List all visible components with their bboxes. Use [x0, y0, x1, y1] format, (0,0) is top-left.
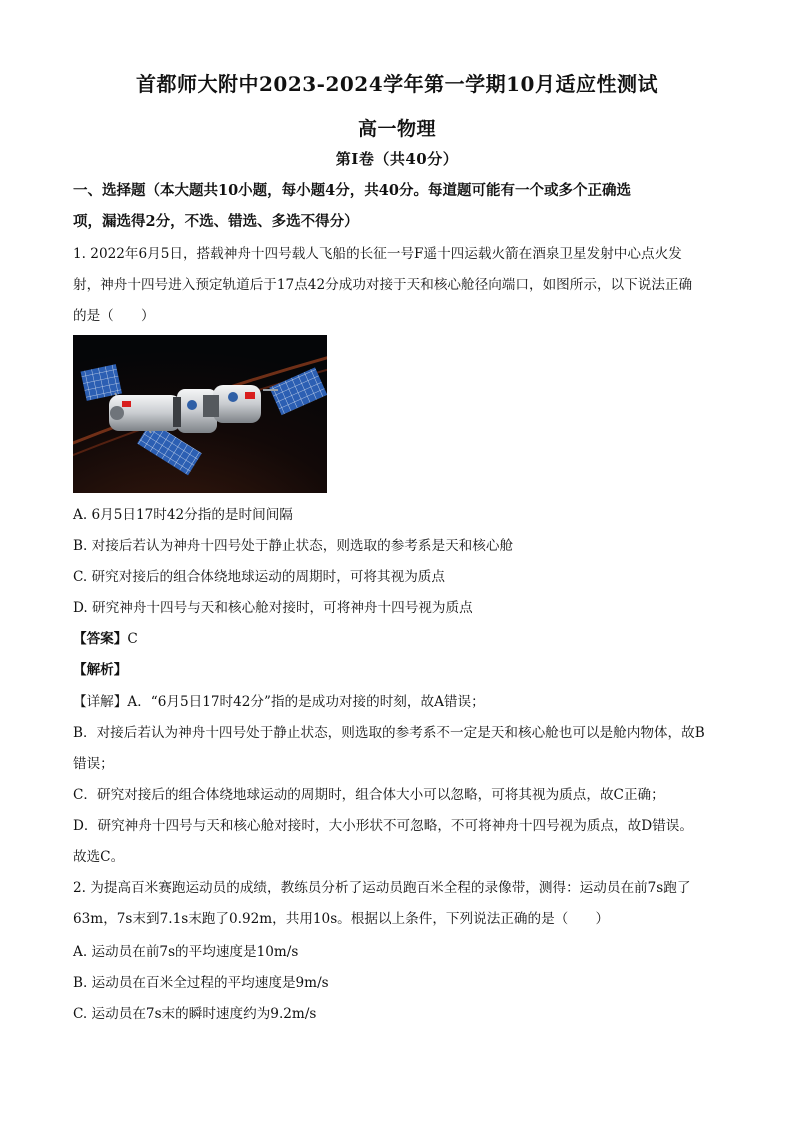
instructions-line-1: 一、选择题（本大题共10小题，每小题4分，共40分。每道题可能有一个或多个正确选 [73, 182, 631, 199]
space-station-image [73, 335, 327, 493]
exam-title: 首都师大附中2023-2024学年第一学期10月适应性测试 [136, 72, 658, 96]
q1-option-d: D. 研究神舟十四号与天和核心舱对接时，可将神舟十四号视为质点 [73, 600, 473, 616]
instructions-line-2: 项，漏选得2分，不选、错选、多选不得分） [73, 213, 359, 230]
q1-detail-line-2: B．对接后若认为神舟十四号处于静止状态，则选取的参考系不一定是天和核心舱也可以是舱内物体，故B [73, 725, 705, 741]
q1-detail-line-4: C．研究对接后的组合体绕地球运动的周期时，组合体大小可以忽略，可将其视为质点，故C正确； [73, 787, 665, 803]
q2-option-a: A. 运动员在前7s的平均速度是10m/s [73, 944, 299, 960]
q2-stem-line-2: 63m，7s末到7.1s末跑了0.92m，共用10s。根据以上条件，下列说法正确的是（ ） [73, 911, 610, 927]
q2-option-b: B. 运动员在百米全过程的平均速度是9m/s [73, 975, 329, 991]
q2-stem-line-1: 2. 为提高百米赛跑运动员的成绩，教练员分析了运动员跑百米全程的录像带，测得：运动员在前7s跑了 [73, 880, 691, 896]
answer-value: C [127, 631, 138, 647]
q1-option-b: B. 对接后若认为神舟十四号处于静止状态，则选取的参考系是天和核心舱 [73, 538, 514, 554]
q1-option-c: C. 研究对接后的组合体绕地球运动的周期时，可将其视为质点 [73, 569, 445, 585]
subject-title: 高一物理 [357, 118, 436, 140]
q1-stem-line-3: 的是（ ） [73, 308, 155, 324]
q1-option-a: A. 6月5日17时42分指的是时间间隔 [73, 507, 293, 523]
q1-detail-line-3: 错误； [73, 756, 114, 772]
q1-detail-line-5: D．研究神舟十四号与天和核心舱对接时，大小形状不可忽略，不可将神舟十四号视为质点，故D错误。 [73, 818, 693, 834]
q2-option-c: C. 运动员在7s末的瞬时速度约为9.2m/s [73, 1006, 317, 1022]
q1-stem-line-1: 1. 2022年6月5日，搭载神舟十四号载人飞船的长征一号F遥十四运载火箭在酒泉卫星发射中心点火发 [73, 246, 682, 262]
q1-detail-line-1: 【详解】A．“6月5日17时42分”指的是成功对接的时刻，故A错误； [73, 694, 485, 710]
space-station-illustration [73, 335, 327, 493]
q1-answer [73, 629, 733, 649]
analysis-label: 【解析】 [73, 662, 128, 678]
q1-detail-line-6: 故选C。 [73, 849, 125, 865]
q1-stem-line-2: 射，神舟十四号进入预定轨道后于17点42分成功对接于天和核心舱径向端口，如图所示，以下说法正确 [73, 277, 693, 293]
answer-label: 【答案】 [73, 631, 128, 647]
section-title: 第Ⅰ卷（共40分） [335, 150, 459, 168]
